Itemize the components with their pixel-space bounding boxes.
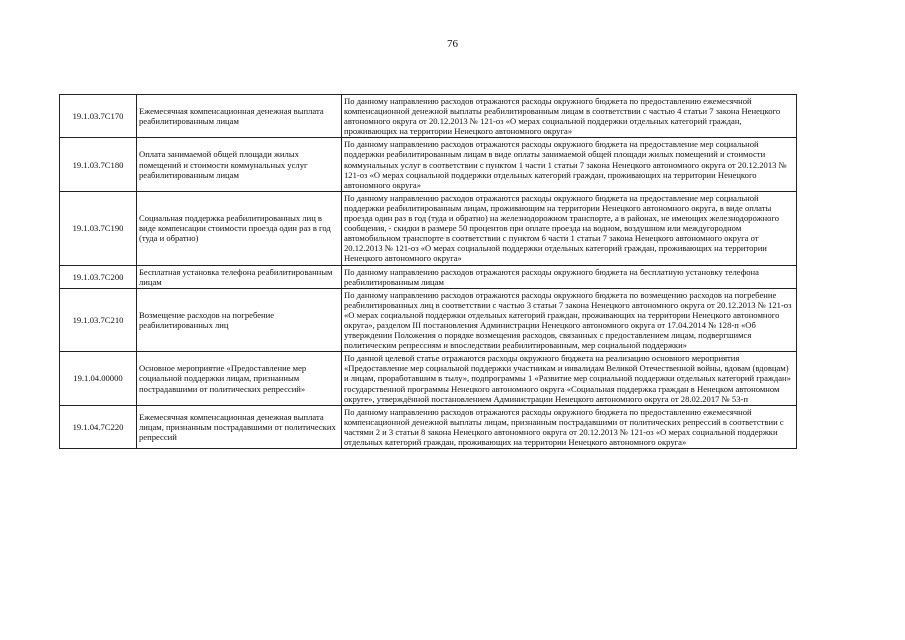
table-row — [60, 288, 797, 352]
name-cell: Оплата занимаемой общей площади жилых помещений и стоимости коммунальных услуг реабилитированным лицам — [137, 138, 342, 191]
code-cell: 19.1.03.7С170 — [60, 95, 137, 138]
name-cell: Ежемесячная компенсационная денежная выплата реабилитированным лицам — [137, 95, 342, 138]
code-cell: 19.1.03.7С190 — [60, 191, 137, 265]
table-row — [60, 405, 797, 448]
table-row — [60, 138, 797, 191]
description-cell: По данному направлению расходов отражаются расходы окружного бюджета на предоставление мер социальной поддержки реабилитированным лицам в виде оплаты занимаемой общей площади жилых помещений и стоимости коммунальных услуг в соответствии с пунктом 1 части 1 статьи 7 закона Ненецкого автономного округа от 20.12.2013 № 121-оз «О мерах социальной поддержки отдельных категорий граждан, проживающих на территории Ненецкого автономного округа» — [342, 138, 797, 191]
name-cell: Бесплатная установка телефона реабилитированным лицам — [137, 265, 342, 288]
page-number: 76 — [447, 38, 458, 50]
code-cell: 19.1.03.7С200 — [60, 265, 137, 288]
description-cell: По данному направлению расходов отражаются расходы окружного бюджета на предоставление мер социальной поддержки реабилитированным лицам, проживающим на территории Ненецкого автономного округа, в виде оплаты проезда один раз в год (туда и обратно) на железнодорожном транспорте, а в районах, не имеющих железнодорожного сообщения, - скидки в размере 50 процентов при оплате проезда на водном, воздушном или междугородном автомобильном транспорте в соответствии с пунктом 6 части 1 статьи 7 закона Ненецкого автономного округа от 20.12.2013 № 121-оз «О мерах социальной поддержки отдельных категорий граждан, проживающих на территории Ненецкого автономного округа» — [342, 191, 797, 265]
name-cell: Возмещение расходов на погребение реабилитированных лиц — [137, 288, 342, 352]
table-row — [60, 352, 797, 405]
description-cell: По данному направлению расходов отражаются расходы окружного бюджета по предоставлению ежемесячной компенсационной денежной выплаты реабилитированным лицам в соответствии с частью 4 статьи 7 закона Ненецкого автономного округа от 20.12.2013 № 121-оз «О мерах социальной поддержки отдельных категорий граждан, проживающих на территории Ненецкого автономного округа» — [342, 95, 797, 138]
table-row — [60, 95, 797, 138]
table-row — [60, 191, 797, 265]
table-row — [60, 265, 797, 288]
code-cell: 19.1.04.7С220 — [60, 405, 137, 448]
budget-classification-table — [59, 94, 797, 449]
description-cell: По данному направлению расходов отражаются расходы окружного бюджета по предоставлению ежемесячной компенсационной денежной выплаты лицам, признанным пострадавшими от политических репрессий в соответствии с частями 2 и 3 статьи 8 закона Ненецкого автономного округа от 20.12.2013 № 121-оз «О мерах социальной поддержки отдельных категорий граждан, проживающих на территории Ненецкого автономного округа» — [342, 405, 797, 448]
description-cell: По данному направлению расходов отражаются расходы окружного бюджета по возмещению расходов на погребение реабилитированных лиц в соответствии с частью 3 статьи 7 закона Ненецкого автономного округа от 20.12.2013 № 121-оз «О мерах социальной поддержки отдельных категорий граждан, проживающих на территории Ненецкого автономного округа», разделом III постановления Администрации Ненецкого автономного округа от 17.04.2014 № 128-п «Об утверждении Положения о порядке возмещения расходов, связанных с предоставлением лицам, подвергшимся политическим репрессиям и впоследствии реабилитированным, мер социальной поддержки» — [342, 288, 797, 352]
name-cell: Ежемесячная компенсационная денежная выплата лицам, признанным пострадавшими от политических репрессий — [137, 405, 342, 448]
code-cell: 19.1.03.7С180 — [60, 138, 137, 191]
description-cell: По данной целевой статье отражаются расходы окружного бюджета на реализацию основного мероприятия «Предоставление мер социальной поддержки участникам и инвалидам Великой Отечественной войны, вдовам (вдовцам) и лицам, проработавшим в тылу», подпрограммы 1 «Развитие мер социальной поддержки отдельных категорий граждан» государственной программы Ненецкого автономного округа «Социальная поддержка граждан в Ненецком автономном округе», утверждённой постановлением Администрации Ненецкого автономного округа от 28.02.2017 № 53-п — [342, 352, 797, 405]
description-cell: По данному направлению расходов отражаются расходы окружного бюджета на бесплатную установку телефона реабилитированным лицам — [342, 265, 797, 288]
table-body — [60, 95, 797, 449]
name-cell: Социальная поддержка реабилитированных лиц в виде компенсации стоимости проезда один раз в год (туда и обратно) — [137, 191, 342, 265]
name-cell: Основное мероприятие «Предоставление мер социальной поддержки лицам, признанным пострадавшими от политических репрессий» — [137, 352, 342, 405]
code-cell: 19.1.04.00000 — [60, 352, 137, 405]
code-cell: 19.1.03.7С210 — [60, 288, 137, 352]
